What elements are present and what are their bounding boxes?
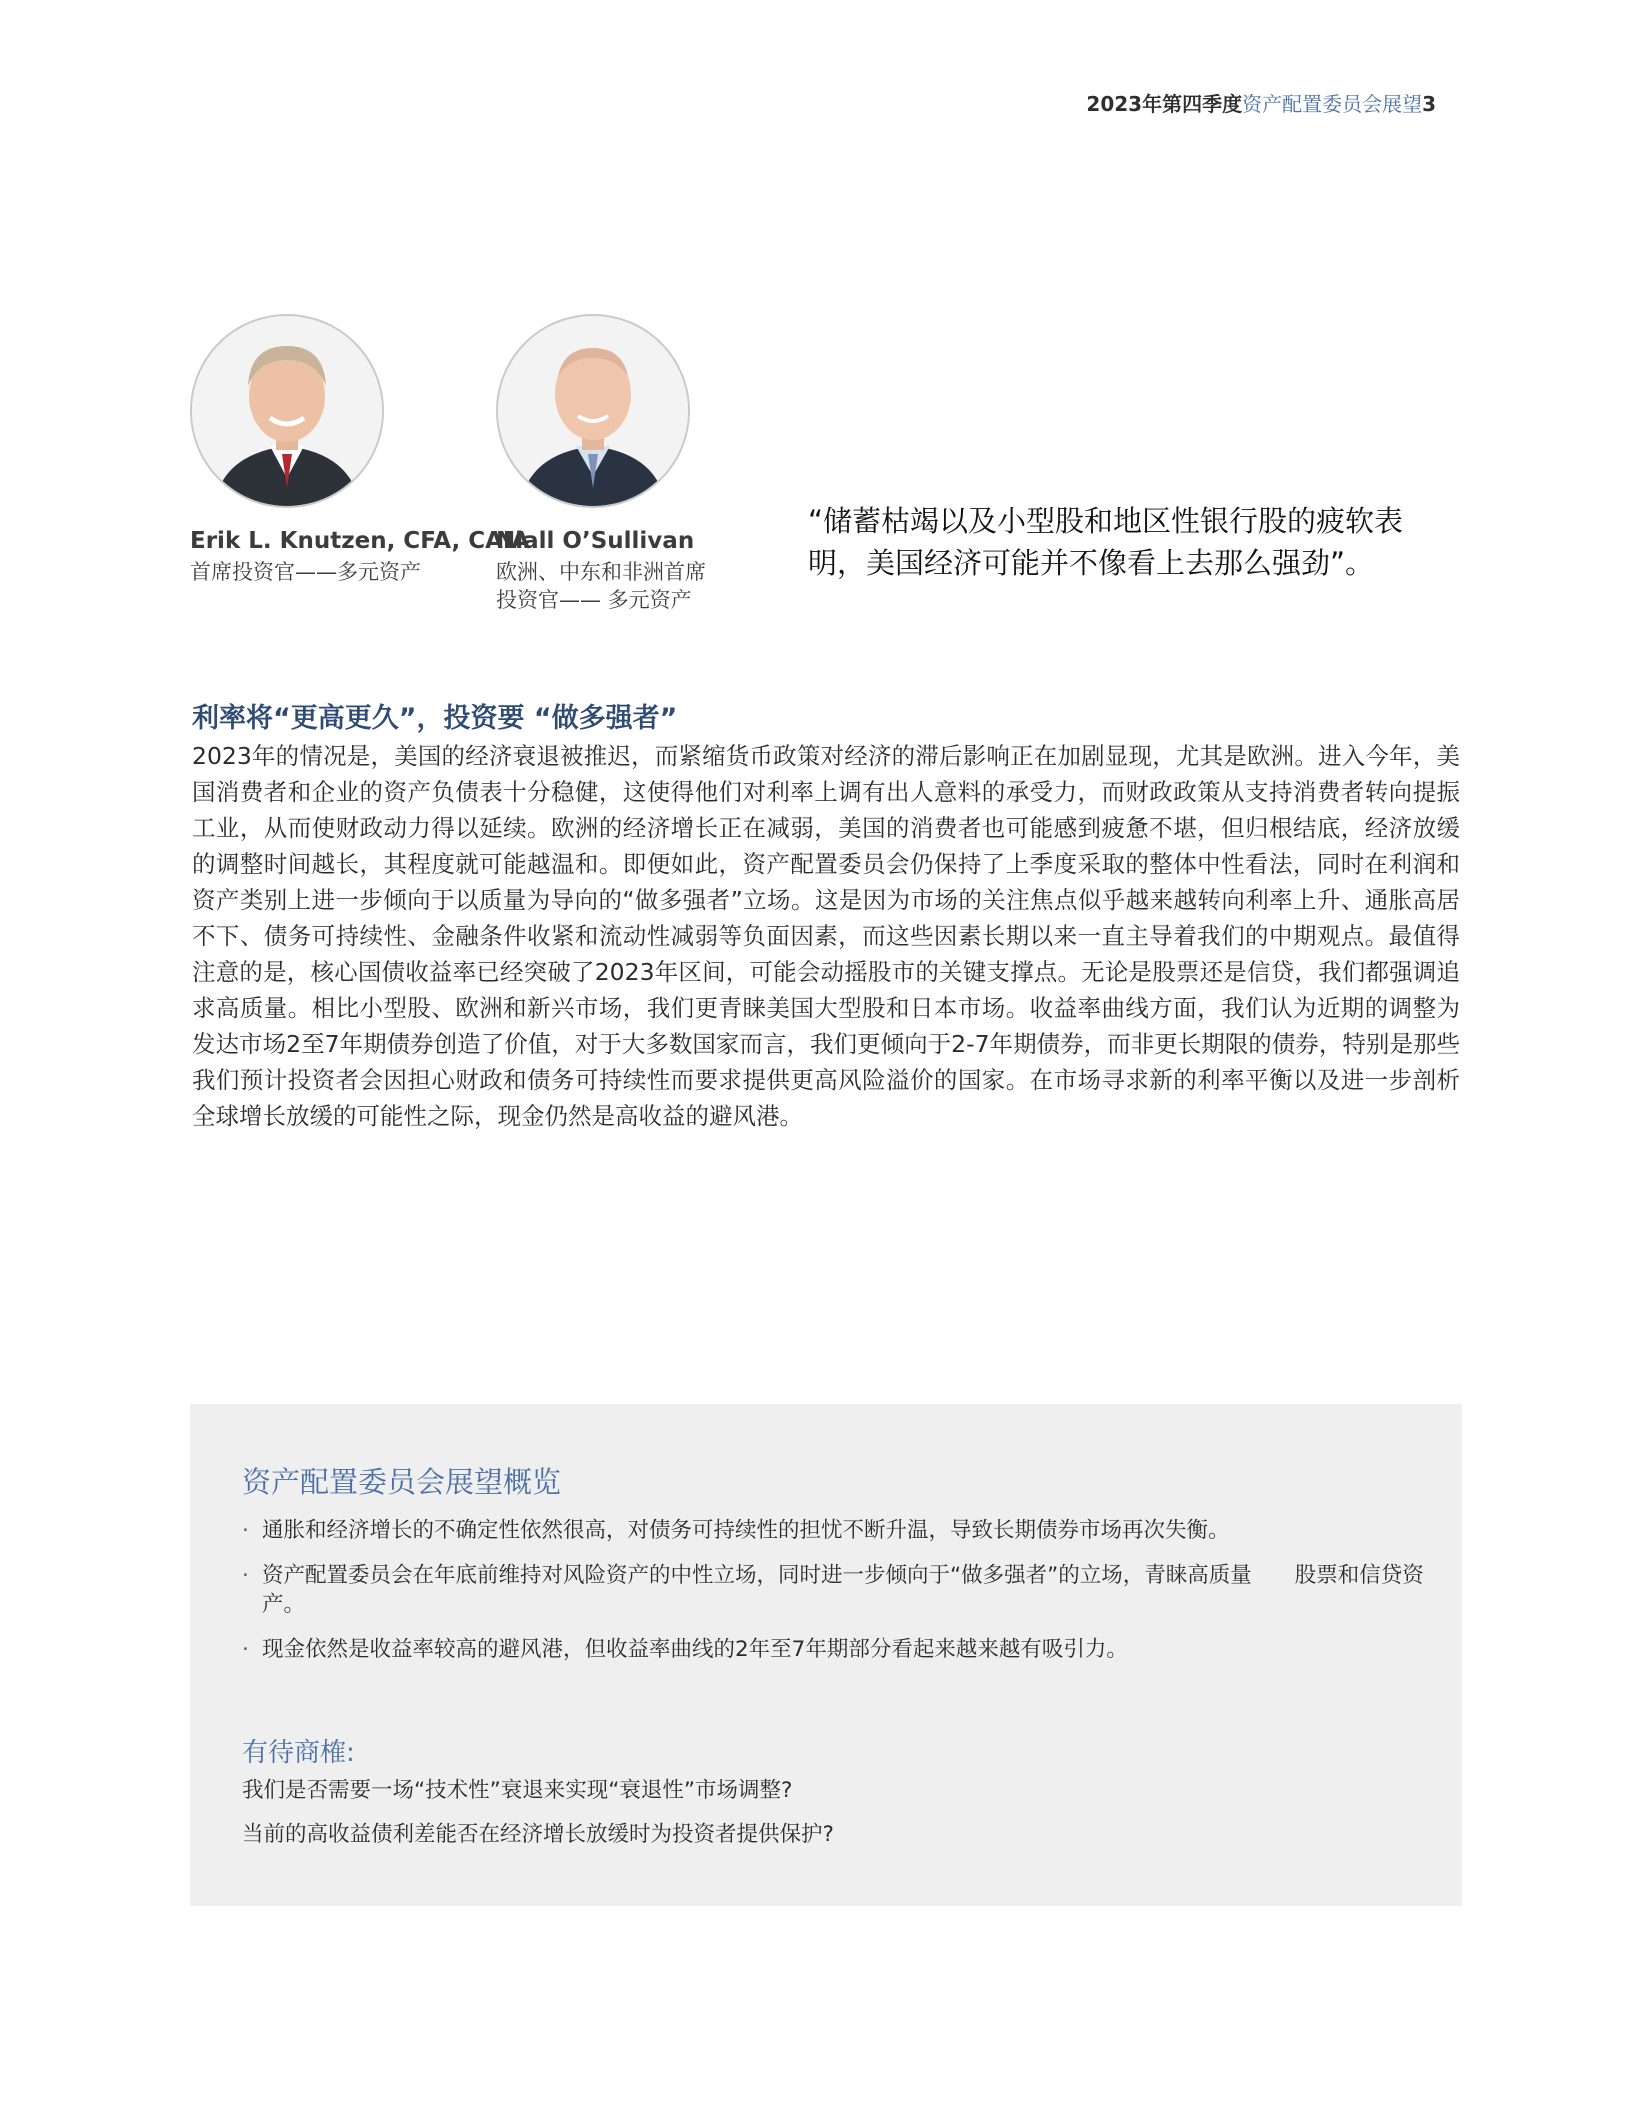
person-role: [496, 558, 706, 614]
section-title: 利率将“更高更久”，投资要 “做多强者”: [192, 703, 678, 734]
avatar: [496, 314, 690, 508]
summary-box: [190, 1404, 1462, 1906]
person-name: Niall O’Sullivan: [496, 528, 695, 554]
portrait-icon: [192, 316, 382, 506]
person-role: 首席投资官——多元资产: [190, 560, 421, 584]
summary-bullet-list: [242, 1516, 1442, 1680]
portrait-icon: [498, 316, 688, 506]
person-role-line: 欧洲、中东和非洲首席: [496, 560, 706, 584]
discussion-questions: [242, 1776, 1442, 1864]
discussion-title: 有待商榷:: [242, 1738, 355, 1768]
person-role-line: 投资官—— 多元资产: [496, 588, 692, 612]
header-title: 资产配置委员会展望: [1242, 92, 1423, 116]
page-header: [1086, 88, 1436, 117]
summary-title: 资产配置委员会展望概览: [242, 1465, 562, 1499]
avatar: [190, 314, 384, 508]
list-item: 我们是否需要一场“技术性”衰退来实现“衰退性”市场调整?: [242, 1778, 793, 1803]
list-item: 当前的高收益债利差能否在经济增长放缓时为投资者提供保护?: [242, 1822, 834, 1847]
header-quarter: 2023年第四季度: [1086, 92, 1243, 116]
person-name: Erik L. Knutzen, CFA, CAIA: [190, 528, 530, 554]
person-card-osullivan: [496, 314, 706, 614]
person-card-knutzen: [190, 314, 529, 586]
list-item: · 现金依然是收益率较高的避风港，但收益率曲线的2年至7年期部分看起来越来越有吸引力。: [242, 1635, 1442, 1664]
list-item: · 通胀和经济增长的不确定性依然很高，对债务可持续性的担忧不断升温，导致长期债券市场再次失衡。: [242, 1516, 1442, 1545]
body-paragraph: 2023年的情况是，美国的经济衰退被推迟，而紧缩货币政策对经济的滞后影响正在加剧显现，尤其是欧洲。进入今年，美国消费者和企业的资产负债表十分稳健，这使得他们对利率上调有出人意料的承受力，而财政政策从支持消费者转向提振工业，从而使财政动力得以延续。欧洲的经济增长正在减弱，美国的消费者也可能感到疲惫不堪，但归根结底，经济放缓的调整时间越长，其程度就可能越温和。即便如此，资产配置委员会仍保持了上季度采取的整体中性看法，同时在利润和资产类别上进一步倾向于以质量为导向的“做多强者”立场。这是因为市场的关注焦点似乎越来越转向利率上升、通胀高居不下、债务可持续性、金融条件收紧和流动性减弱等负面因素，而这些因素长期以来一直主导着我们的中期观点。最值得注意的是，核心国债收益率已经突破了2023年区间，可能会动摇股市的关键支撑点。无论是股票还是信贷，我们都强调追求高质量。相比小型股、欧洲和新兴市场，我们更青睐美国大型股和日本市场。收益率曲线方面，我们认为近期的调整为发达市场2至7年期债券创造了价值，对于大多数国家而言，我们更倾向于2-7年期债券，而非更长期限的债券，特别是那些我们预计投资者会因担心财政和债务可持续性而要求提供更高风险溢价的国家。在市场寻求新的利率平衡以及进一步剖析全球增长放缓的可能性之际，现金仍然是高收益的避风港。: [192, 742, 1460, 1130]
page-number: 3: [1422, 92, 1436, 116]
pull-quote: “储蓄枯竭以及小型股和地区性银行股的疲软表明，美国经济可能并不像看上去那么强劲”。: [808, 504, 1404, 580]
list-item: · 资产配置委员会在年底前维持对风险资产的中性立场，同时进一步倾向于“做多强者”的立场，青睐高质量 股票和信贷资产。: [242, 1561, 1442, 1619]
